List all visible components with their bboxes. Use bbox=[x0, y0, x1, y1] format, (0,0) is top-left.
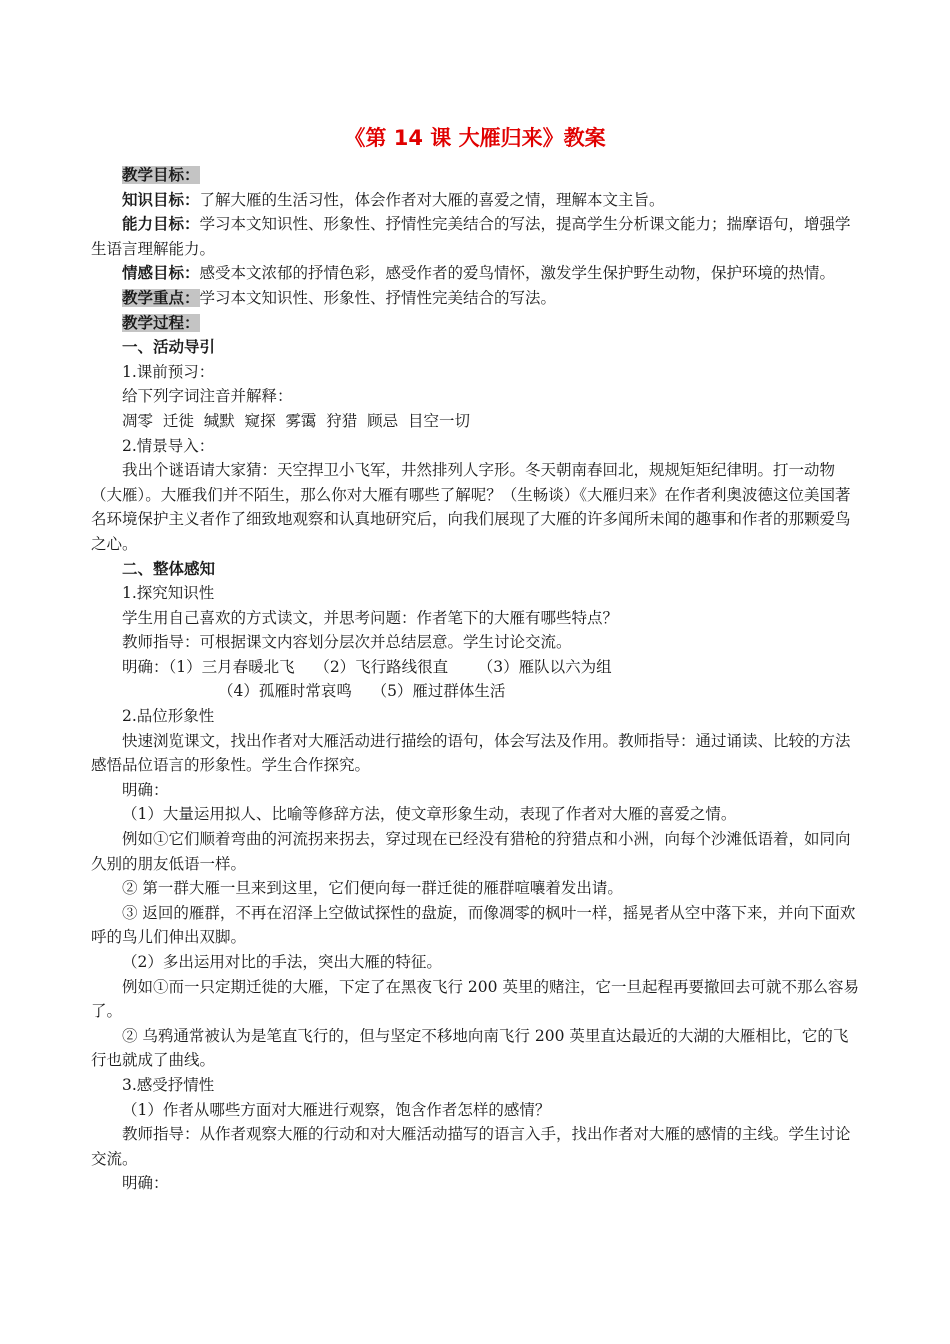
section-1-heading: 一、活动导引 bbox=[122, 338, 216, 357]
ability-label: 能力目标： bbox=[122, 215, 200, 234]
preview-instruction: 给下列字词注音并解释： bbox=[122, 387, 293, 406]
focus-label: 教学重点： bbox=[122, 288, 200, 307]
image-text: 快速浏览课文，找出作者对大雁活动进行描绘的语句，体会写法及作用。教师指导：通过诵读、比较的方法感悟品位语言的形象性。学生合作探究。 bbox=[91, 731, 851, 775]
preview-heading: 1.课前预习： bbox=[122, 362, 215, 381]
lyric-question: （1）作者从哪些方面对大雁进行观察，饱含作者怎样的感情？ bbox=[122, 1100, 551, 1119]
intro-text: 我出个谜语请大家猜：天空捍卫小飞军，井然排列人字形。冬天朝南春回北，规规矩矩纪律明。打一动物（大雁）。大雁我们并不陌生，那么你对大雁有哪些了解呢？（生畅谈）《大雁归来》在作者利奥波德这位美国著名环境保护主义者作了细致地观察和认真地研究后，向我们展现了大雁的许多闻所未闻的趣事和作者的那颗爱鸟之心。 bbox=[91, 461, 851, 553]
clarify-line-1: 明确：（1）三月春暖北飞 （2）飞行路线很直 （3）雁队以六为组 bbox=[122, 657, 612, 676]
knowledge-label: 知识目标： bbox=[122, 190, 200, 209]
example-5: ② 乌鸦通常被认为是笔直飞行的，但与坚定不移地向南飞行 200 英里直达最近的大湖的大雁相比，它的飞行也就成了曲线。 bbox=[91, 1026, 849, 1070]
example-1: 例如①它们顺着弯曲的河流拐来拐去，穿过现在已经没有猎枪的狩猎点和小洲，向每个沙滩低语着，如同向久别的朋友低语一样。 bbox=[91, 830, 851, 873]
point-2: （2）多出运用对比的手法，突出大雁的特征。 bbox=[122, 953, 442, 971]
clarify-label: 明确： bbox=[122, 780, 169, 799]
example-2: ② 第一群大雁一旦来到这里，它们便向每一群迁徙的雁群喧嚷着发出请。 bbox=[122, 879, 623, 898]
process-heading: 教学过程： bbox=[122, 313, 200, 332]
preview-words: 凋零 迁徙 缄默 窥探 雾霭 狩猎 顾忌 目空一切 bbox=[122, 411, 470, 430]
lyric-guide: 教师指导：从作者观察大雁的行动和对大雁活动描写的语言入手，找出作者对大雁的感情的主线。学生讨论交流。 bbox=[91, 1125, 851, 1168]
document-title: 《第 14 课 大雁归来》教案 bbox=[344, 126, 606, 150]
emotion-text: 感受本文浓郁的抒情色彩，感受作者的爱鸟情怀，激发学生保护野生动物，保护环境的热情。 bbox=[199, 264, 836, 283]
example-3: ③ 返回的雁群，不再在沼泽上空做试探性的盘旋，而像凋零的枫叶一样，摇晃者从空中落下来，并向下面欢呼的鸟儿们伸出双脚。 bbox=[91, 903, 856, 947]
ability-text: 学习本文知识性、形象性、抒情性完美结合的写法，提高学生分析课文能力；揣摩语句，增强学生语言理解能力。 bbox=[91, 215, 851, 258]
example-4: 例如①而一只定期迁徙的大雁，下定了在黑夜飞行 200 英里的赌注，它一旦起程再要撤回去可就不那么容易了。 bbox=[91, 977, 859, 1021]
point-1: （1）大量运用拟人、比喻等修辞方法，使文章形象生动，表现了作者对大雁的喜爱之情。 bbox=[122, 805, 737, 824]
explore-question: 学生用自己喜欢的方式读文，并思考问题：作者笔下的大雁有哪些特点？ bbox=[122, 608, 619, 627]
focus-line bbox=[91, 286, 863, 311]
document-body bbox=[91, 163, 863, 1196]
emotion-label: 情感目标： bbox=[122, 264, 200, 283]
process-line bbox=[91, 311, 863, 336]
goals-heading: 教学目标： bbox=[122, 166, 200, 184]
knowledge-goal bbox=[91, 188, 863, 213]
explore-guide: 教师指导：可根据课文内容划分层次并总结层意。学生讨论交流。 bbox=[122, 633, 572, 652]
clarify-line-2: （4）孤雁时常哀鸣 （5）雁过群体生活 bbox=[218, 682, 506, 701]
focus-text: 学习本文知识性、形象性、抒情性完美结合的写法。 bbox=[199, 288, 557, 307]
lyric-heading: 3.感受抒情性 bbox=[122, 1075, 215, 1094]
knowledge-text: 了解大雁的生活习性，体会作者对大雁的喜爱之情，理解本文主旨。 bbox=[199, 190, 665, 209]
explore-heading: 1.探究知识性 bbox=[122, 584, 215, 603]
goals-line bbox=[91, 163, 863, 188]
lyric-clarify: 明确： bbox=[122, 1174, 169, 1193]
intro-heading: 2.情景导入： bbox=[122, 436, 215, 455]
image-heading: 2.品位形象性 bbox=[122, 707, 215, 726]
emotion-goal bbox=[91, 261, 863, 286]
section-2-heading: 二、整体感知 bbox=[122, 559, 216, 578]
ability-goal bbox=[91, 212, 863, 261]
